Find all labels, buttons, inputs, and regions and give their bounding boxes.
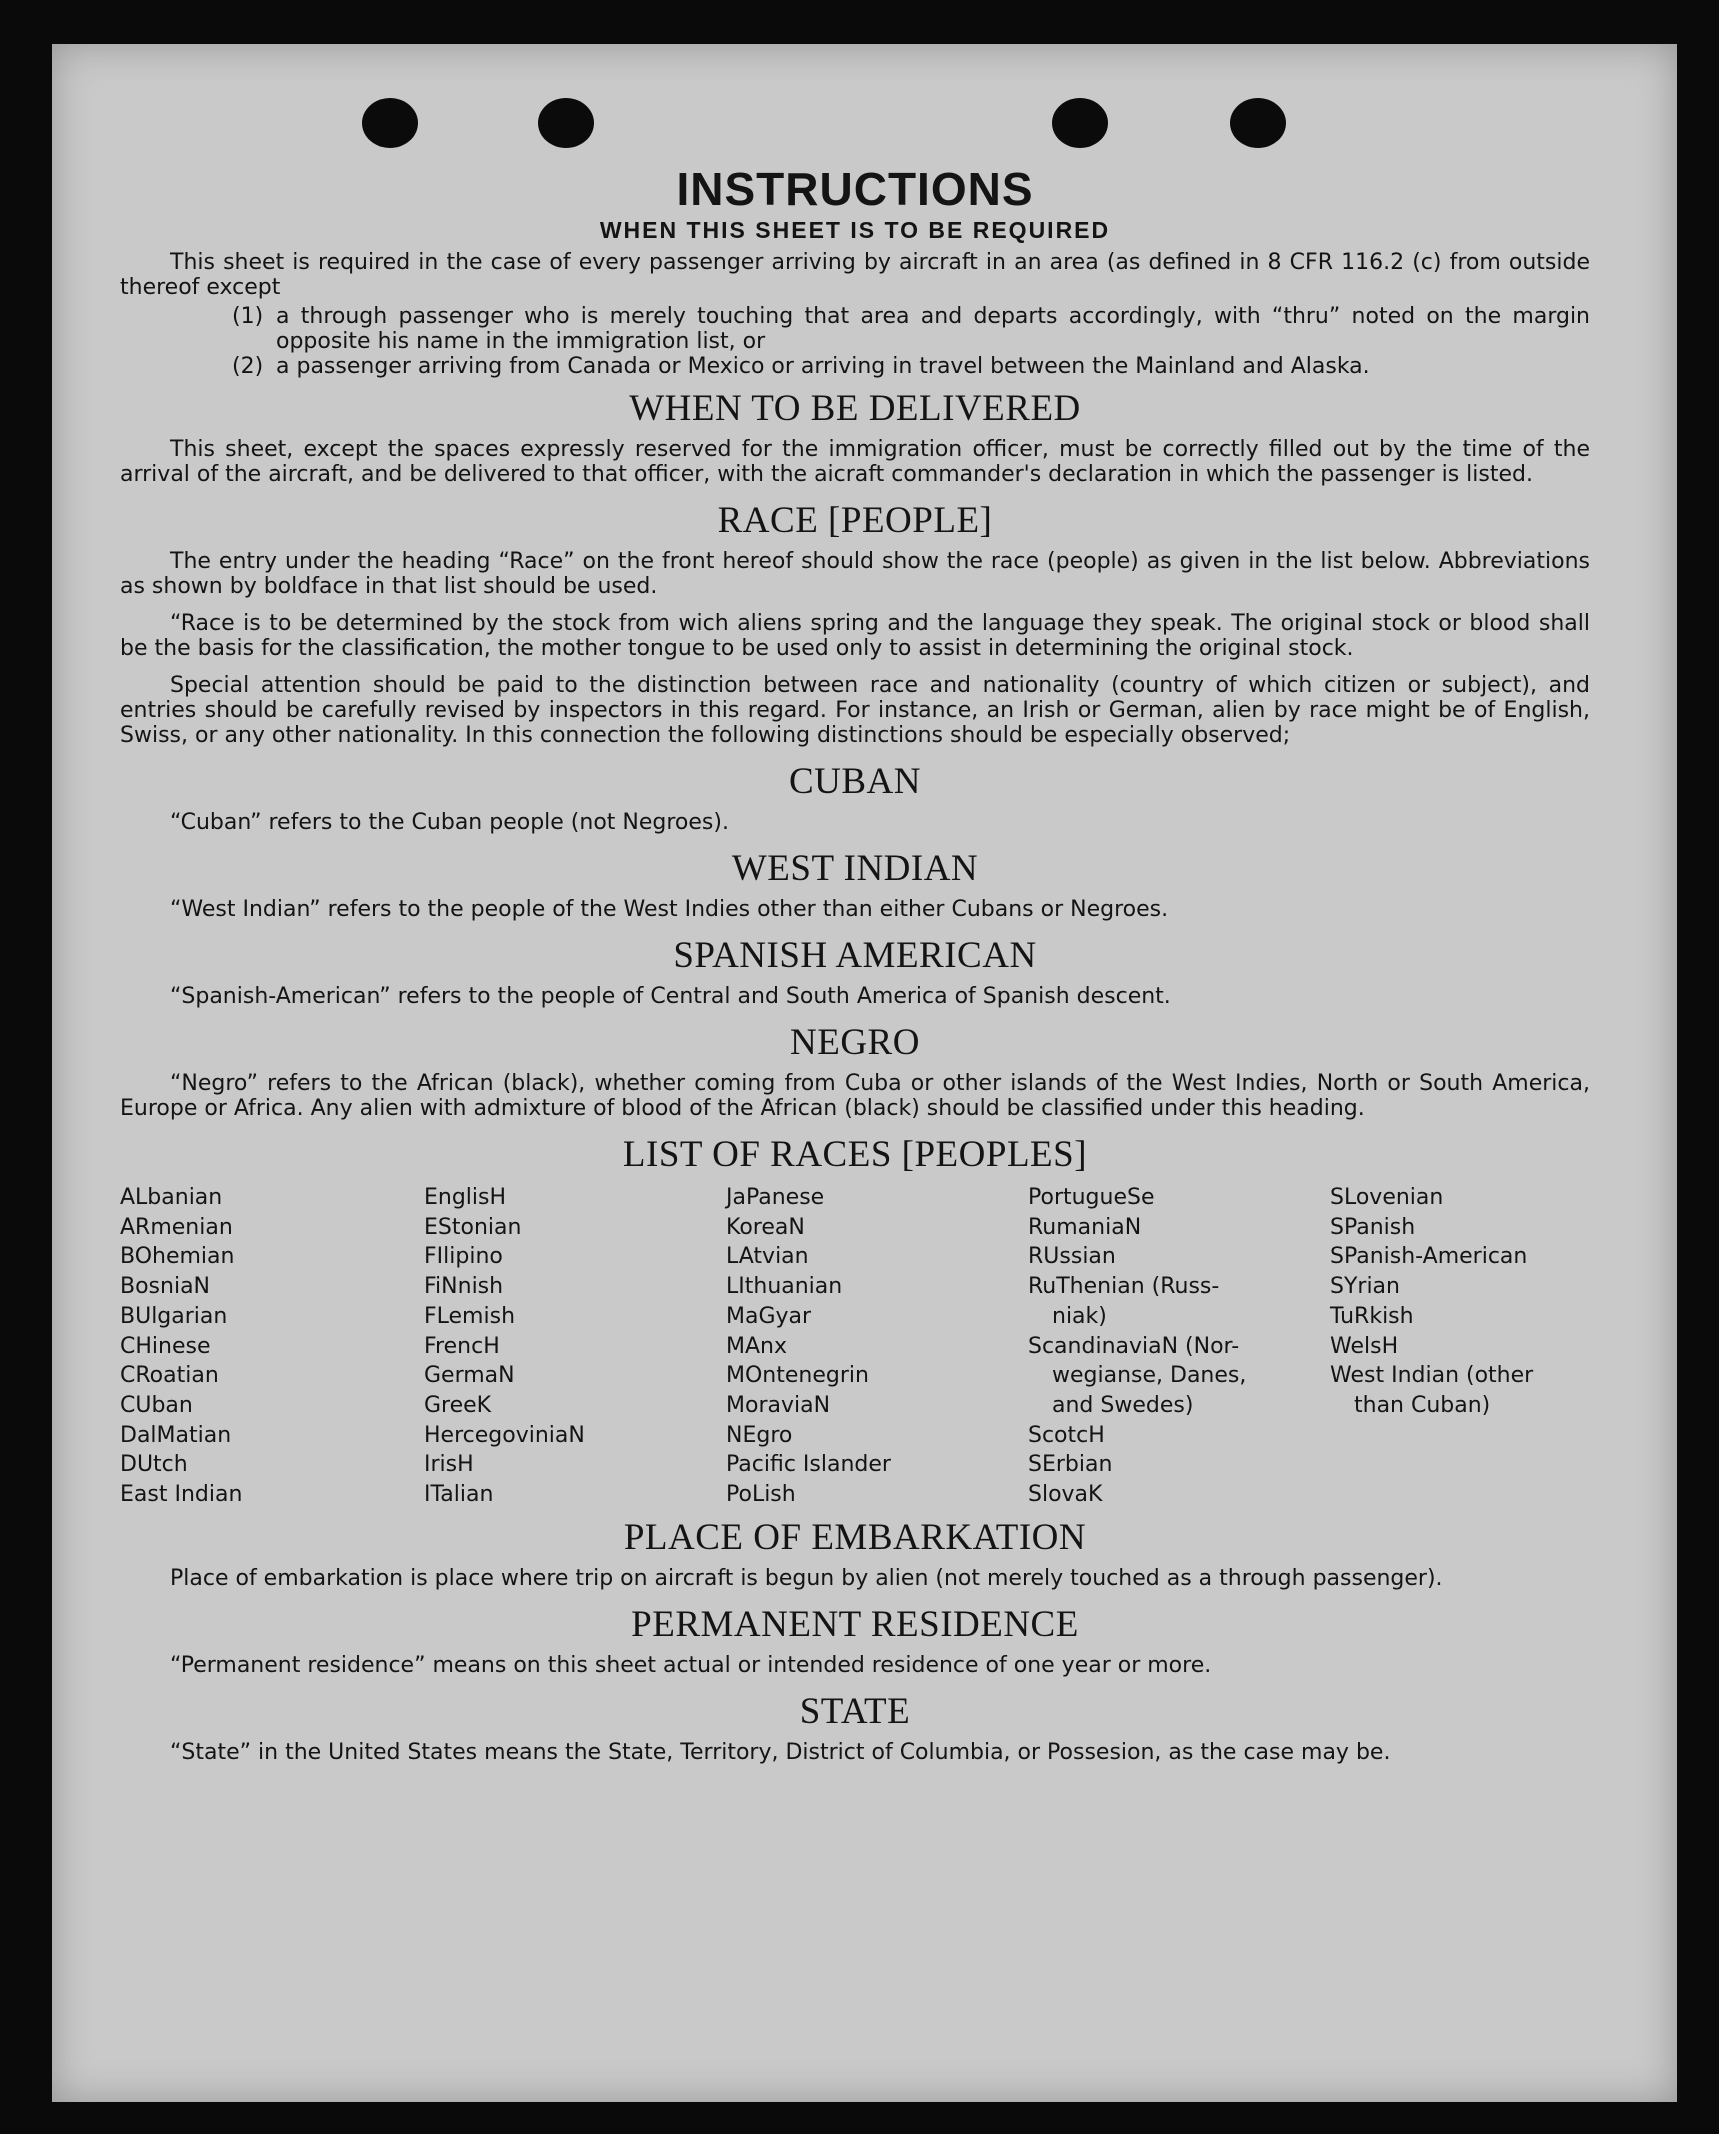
race-item: TuRkish [1330,1303,1414,1329]
race-item: than Cuban) [1354,1392,1491,1418]
race-item: CHinese [120,1333,211,1359]
race-item: FLemish [424,1303,516,1329]
race-item: NEgro [726,1422,793,1448]
residence-text: “Permanent residence” means on this sheet actual or intended residence of one year or more. [170,1652,1212,1678]
race-item: GermaN [424,1363,515,1389]
race-item: BOhemian [120,1244,235,1270]
race-item: DUtch [120,1452,188,1478]
race-column [1330,1183,1590,1510]
spanish-american-text: “Spanish-American” refers to the people of Central and South America of Spanish descent. [170,984,1171,1009]
section-heading-residence: PERMANENT RESIDENCE [631,1603,1079,1645]
punch-hole [362,98,418,148]
race-item: DalMatian [120,1422,232,1448]
race-item: ARmenian [120,1214,233,1240]
page-title: INSTRUCTIONS [676,163,1034,215]
race-item: MaGyar [726,1303,812,1329]
exception-number: (2) [232,354,264,379]
section-heading-west-indian: WEST INDIAN [731,848,979,889]
state-text: “State” in the United States means the State, Territory, District of Columbia, or Possesion, as the case may be. [170,1739,1391,1765]
intro-paragraph: This sheet is required in the case of every passenger arriving by aircraft in an area (as defined in 8 CFR 116.2 (c) from outside thereof except [120,250,1590,300]
section-heading-delivered: WHEN TO BE DELIVERED [629,388,1081,429]
race-item: RUssian [1028,1244,1116,1270]
race-item: IrisH [424,1452,474,1478]
negro-text: “Negro” refers to the African (black), whether coming from Cuba or other islands of the West Indies, North or South America, Europe or Africa. Any alien with admixture of blood of the African (black) should be classified under this heading. [120,1071,1590,1121]
race-item: EStonian [424,1214,522,1240]
race-item: KoreaN [726,1214,805,1240]
exception-item [232,354,1590,379]
race-item: SPanish-American [1330,1244,1528,1270]
race-item: PoLish [726,1482,796,1508]
race-item: and Swedes) [1052,1392,1194,1418]
west-indian-text: “West Indian” refers to the people of the West Indies other than either Cubans or Negroes. [170,897,1169,922]
race-item: BUlgarian [120,1303,228,1329]
instructions-content [120,162,1590,1777]
exception-text: a through passenger who is merely touching that area and departs accordingly, with “thru” noted on the margin opposite his name in the immigration list, or [276,304,1590,354]
section-heading-race: RACE [PEOPLE] [717,500,993,541]
embarkation-text: Place of embarkation is place where trip on aircraft is begun by alien (not merely touched as a through passenger). [170,1565,1443,1591]
cuban-text: “Cuban” refers to the Cuban people (not Negroes). [170,810,729,835]
race-item: RuThenian (Russ- [1028,1274,1220,1300]
section-heading-cuban: CUBAN [788,761,922,802]
race-item: East Indian [120,1482,243,1508]
punch-hole [1052,98,1108,148]
document-page [52,44,1677,2102]
race-item: BosniaN [120,1274,211,1300]
race-paragraph-1: The entry under the heading “Race” on the front hereof should show the race (people) as given in the list below. Abbreviations as shown by boldface in that list should be used. [120,549,1590,599]
punch-hole [1230,98,1286,148]
race-item: SPanish [1330,1214,1416,1240]
race-item: wegianse, Danes, [1052,1363,1247,1389]
race-item: niak) [1052,1303,1107,1329]
race-item: PortugueSe [1028,1185,1155,1210]
race-item: LIthuanian [726,1274,843,1300]
race-column [1028,1183,1330,1510]
race-list [120,1183,1590,1510]
race-item: RumaniaN [1028,1214,1142,1240]
page-subtitle: WHEN THIS SHEET IS TO BE REQUIRED [599,217,1111,243]
race-item: SErbian [1028,1452,1113,1478]
race-paragraph-3: Special attention should be paid to the distinction between race and nationality (country of which citizen or subject), and entries should be carefully revised by inspectors in this regard. For instance, an Irish or German, alien by race might be of English, Swiss, or any other nationality. In this connection the following distinctions should be especially observed; [120,673,1590,748]
punch-hole [538,98,594,148]
exception-number: (1) [232,304,264,329]
race-item: JaPanese [726,1185,825,1210]
race-item: MOntenegrin [726,1363,869,1389]
section-heading-state: STATE [799,1690,911,1732]
race-item: FiNnish [424,1274,504,1300]
race-item: MAnx [726,1333,787,1359]
race-item: ITalian [424,1482,494,1508]
race-item: EnglisH [424,1185,507,1210]
race-column [726,1183,1028,1510]
race-item: ScotcH [1028,1422,1105,1448]
race-item: SlovaK [1028,1482,1103,1508]
race-item: MoraviaN [726,1392,831,1418]
race-item: LAtvian [726,1244,809,1270]
race-item: West Indian (other [1330,1363,1534,1389]
race-item: FrencH [424,1333,500,1359]
race-column [424,1183,726,1510]
exception-item [232,304,1590,354]
race-column [120,1183,424,1510]
race-item: CUban [120,1392,193,1418]
race-item: WelsH [1330,1333,1399,1359]
race-item: SLovenian [1330,1185,1444,1210]
race-item: CRoatian [120,1363,219,1389]
exception-list [120,304,1590,379]
race-item: ScandinaviaN (Nor- [1028,1333,1240,1359]
race-item: Pacific Islander [726,1452,891,1478]
race-item: GreeK [424,1392,492,1418]
race-paragraph-2: “Race is to be determined by the stock from wich aliens spring and the language they speak. The original stock or blood shall be the basis for the classification, the mother tongue to be used only to assist in determining the original stock. [120,611,1590,661]
delivered-text: This sheet, except the spaces expressly reserved for the immigration officer, must be correctly filled out by the time of the arrival of the aircraft, and be delivered to that officer, with the aicraft commander's declaration in which the passenger is listed. [120,437,1590,487]
race-item: ALbanian [120,1185,223,1210]
section-heading-embarkation: PLACE OF EMBARKATION [623,1516,1087,1558]
section-heading-race-list: LIST OF RACES [PEOPLES] [622,1134,1088,1175]
section-heading-negro: NEGRO [790,1022,920,1063]
race-item: SYrian [1330,1274,1400,1300]
race-item: FIlipino [424,1244,503,1270]
exception-text: a passenger arriving from Canada or Mexico or arriving in travel between the Mainland and Alaska. [276,354,1370,379]
section-heading-spanish-american: SPANISH AMERICAN [673,935,1037,976]
race-item: HercegoviniaN [424,1422,585,1448]
